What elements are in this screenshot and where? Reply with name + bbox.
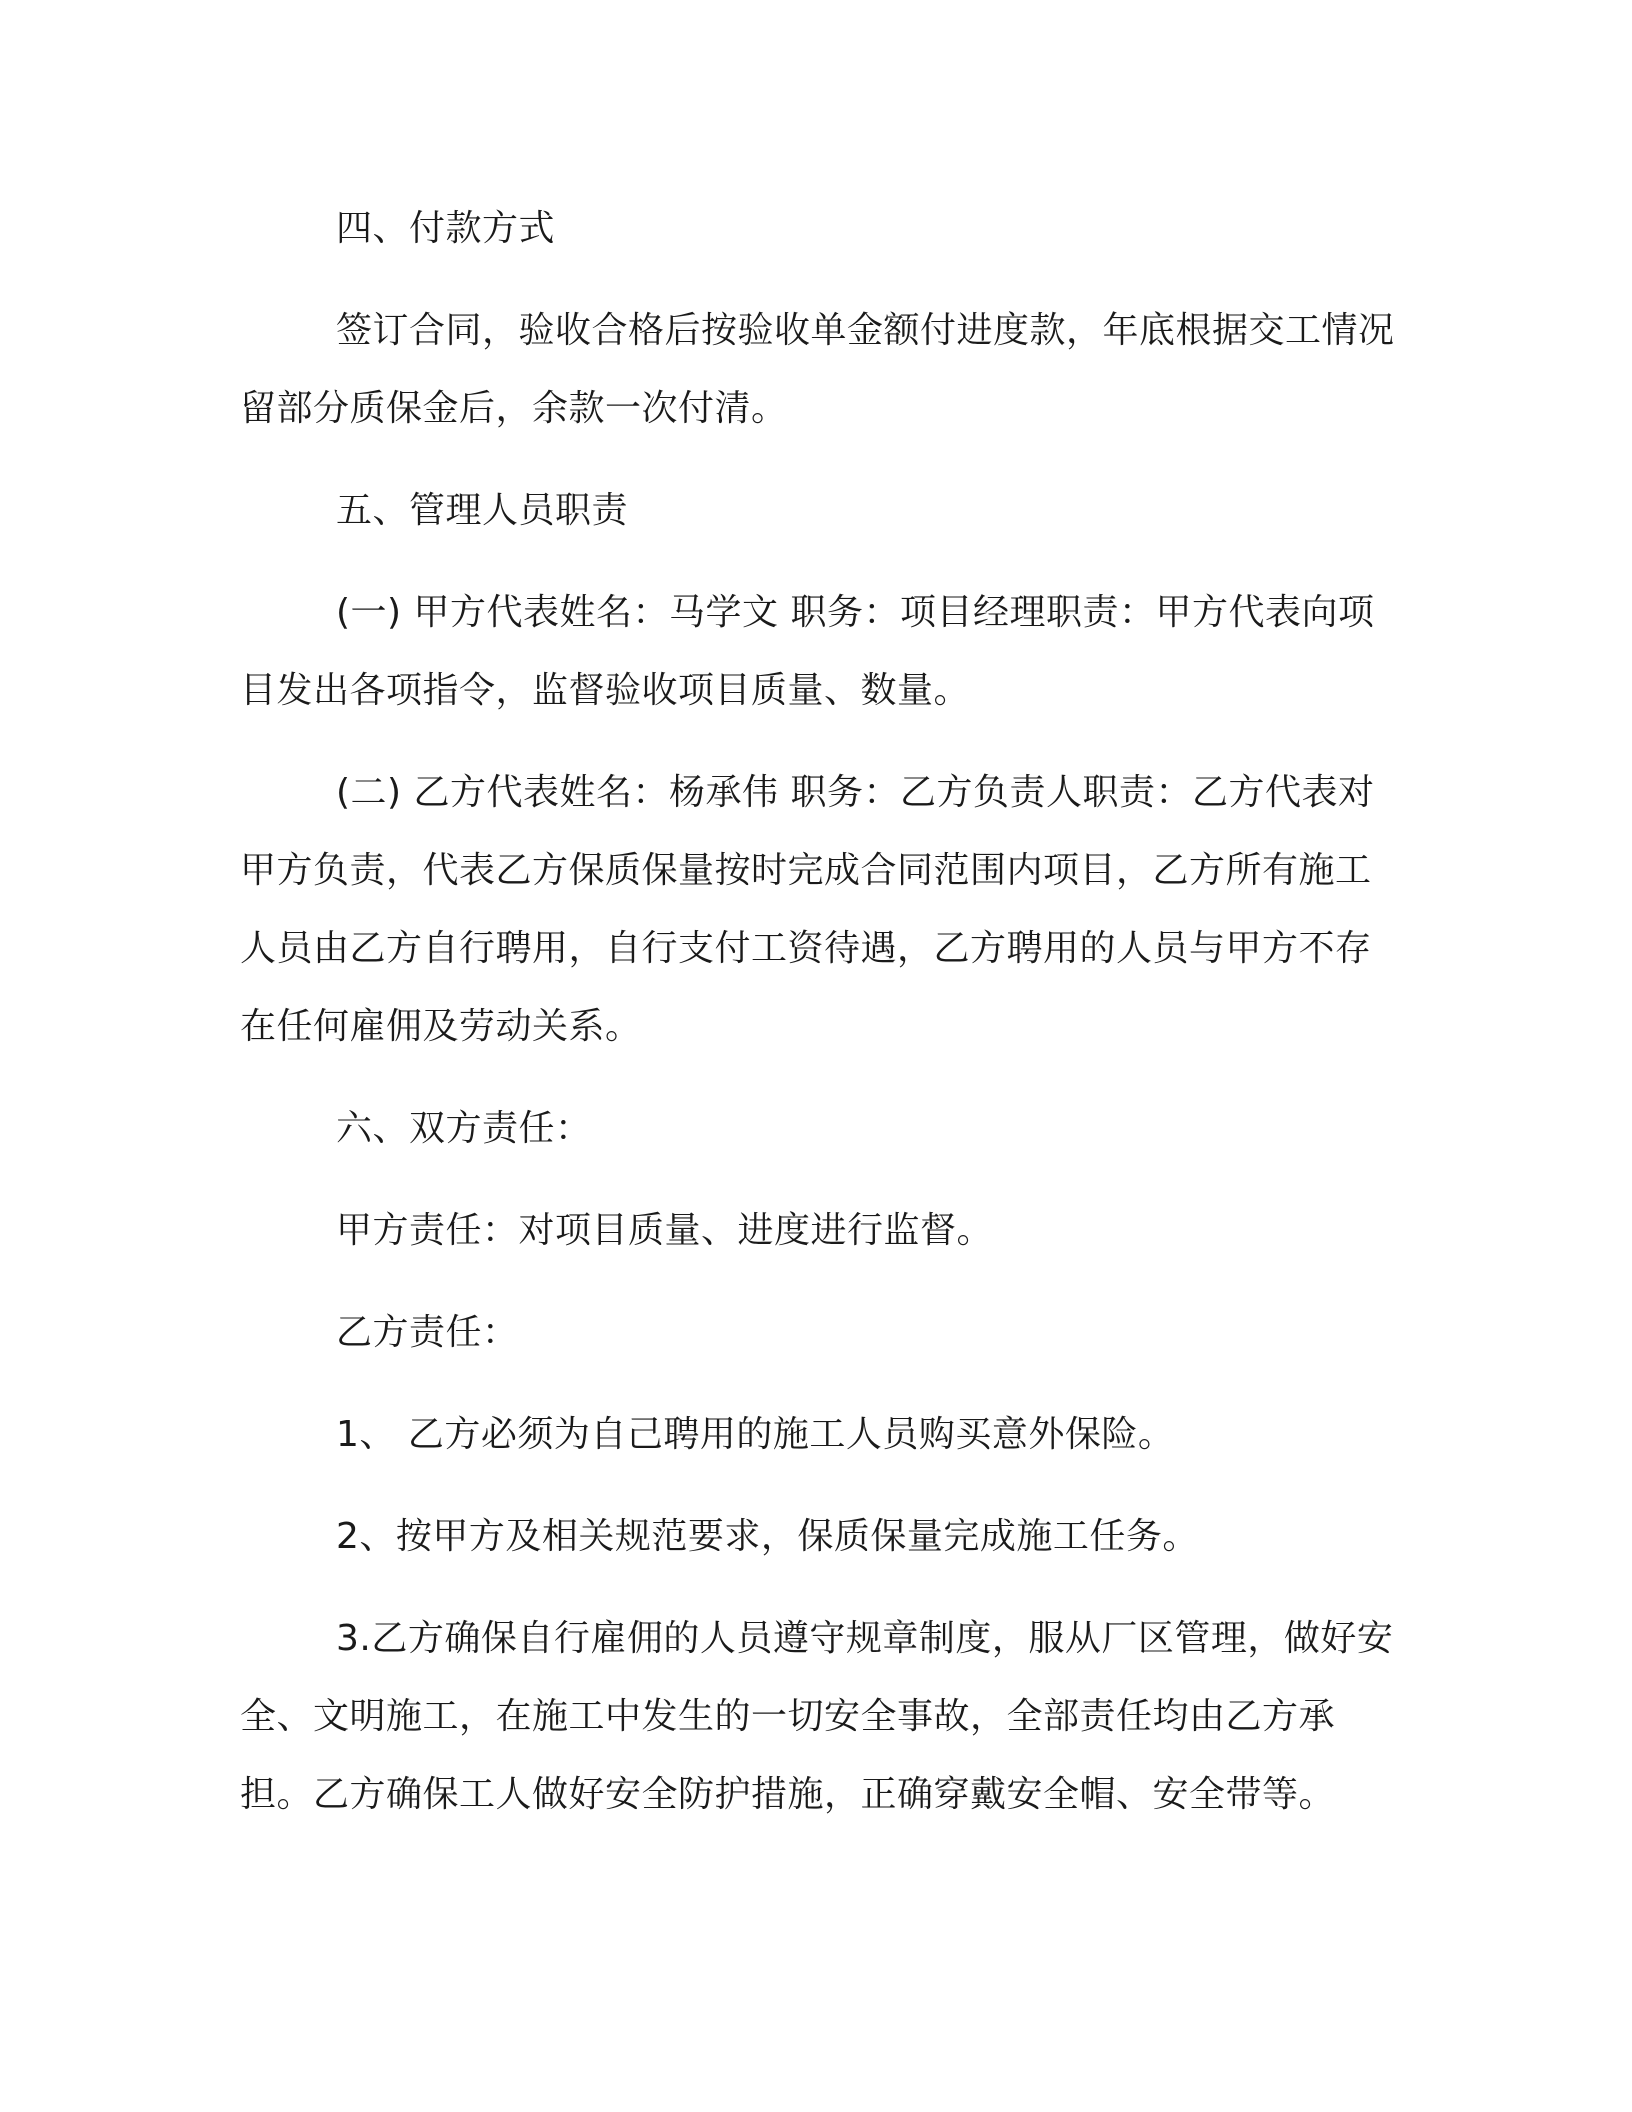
section-heading-payment: 四、付款方式 <box>336 208 556 249</box>
party-b-item-1: 1、 乙方必须为自己聘用的施工人员购买意外保险。 <box>336 1414 1175 1455</box>
payment-terms-paragraph: 签订合同，验收合格后按验收单金额付进度款，年底根据交工情况留部分质保金后，余款一次付清。 <box>240 310 1395 429</box>
party-b-item-3: 3.乙方确保自行雇佣的人员遵守规章制度，服从厂区管理，做好安全、文明施工，在施工中发生的一切安全事故，全部责任均由乙方承担。乙方确保工人做好安全防护措施，正确穿戴安全帽、安全带等。 <box>240 1618 1394 1815</box>
section-heading-management: 五、管理人员职责 <box>336 490 629 531</box>
party-b-responsibility-heading: 乙方责任： <box>336 1312 519 1353</box>
document-body <box>240 190 1400 1834</box>
party-a-representative-paragraph: (一) 甲方代表姓名：马学文 职务：项目经理职责：甲方代表向项目发出各项指令，监督验收项目质量、数量。 <box>240 592 1375 711</box>
party-b-item-2: 2、按甲方及相关规范要求，保质保量完成施工任务。 <box>336 1516 1199 1557</box>
party-b-representative-paragraph: (二) 乙方代表姓名：杨承伟 职务：乙方负责人职责：乙方代表对甲方负责，代表乙方保质保量按时完成合同范围内项目，乙方所有施工人员由乙方自行聘用，自行支付工资待遇，乙方聘用的人员与甲方不存在任何雇佣及劳动关系。 <box>240 772 1375 1047</box>
party-a-responsibility-paragraph: 甲方责任：对项目质量、进度进行监督。 <box>336 1210 994 1251</box>
section-heading-responsibilities: 六、双方责任： <box>336 1108 592 1149</box>
